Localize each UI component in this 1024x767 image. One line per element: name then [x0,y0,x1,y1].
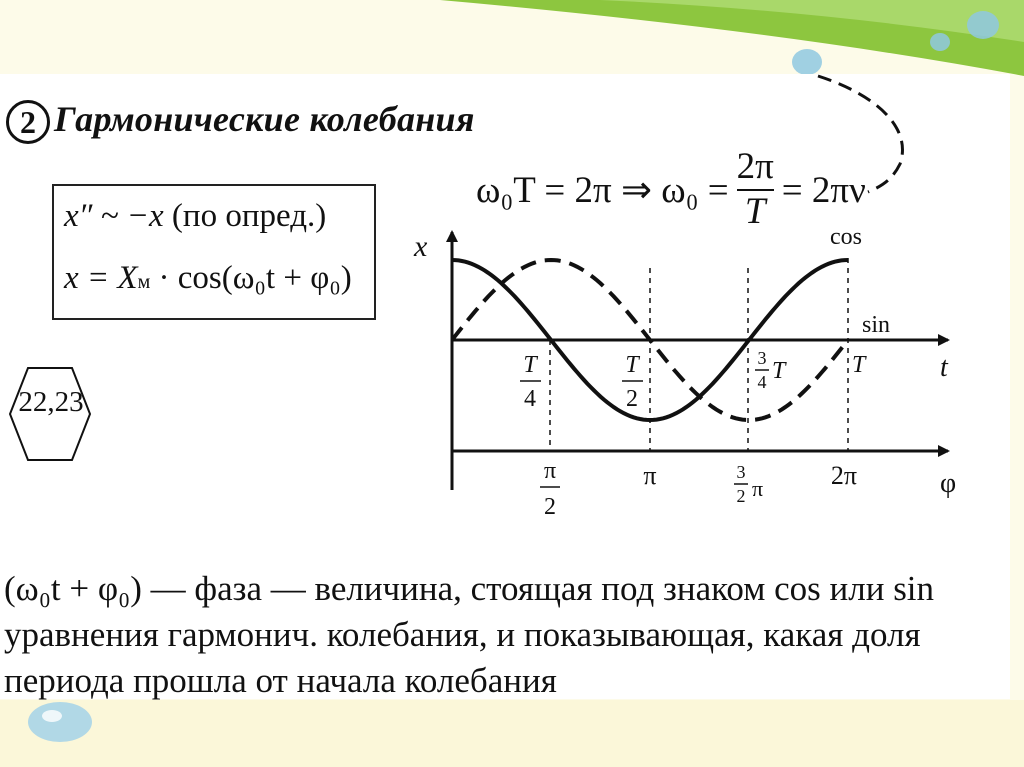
phi-tick-2: π [643,461,657,490]
t-tick-4: T [852,352,866,378]
sin-label: sin [862,312,891,338]
phi-axis-label: φ [940,468,957,499]
fraction-numerator: 2π [736,146,774,188]
x-axis-label: x [414,230,428,263]
section-title: Гармонические колебания [54,99,475,139]
phi-tick-3-suffix: π [752,476,764,501]
phi-tick-1-num: π [543,458,557,484]
phi-tick-1-den: 2 [544,494,556,520]
t-tick-3-num: 3 [757,348,767,368]
relation-right: = 2πν [781,169,866,211]
t-axis-label: t [940,352,948,383]
t-tick-3-den: 4 [757,372,767,392]
cos-label: cos [830,224,862,250]
t-tick-1-den: 4 [524,386,536,412]
phase-definition [4,566,1008,704]
relation-left: ω₀T = 2π ⇒ ω₀ = [476,170,729,211]
phi-tick-4: 2π [830,461,858,490]
phase-description: — фаза — величина, стоящая под знаком cos или sin уравнения гармонич. колебания, и показывающая, какая доля периода прошла от начала колебания [4,569,935,700]
t-tick-1-num: T [523,352,537,378]
definition-note: (по опред.) [171,198,327,234]
phi-tick-3-den: 2 [736,486,746,506]
harmonic-equation-lhs: x = X [64,260,138,296]
amplitude-subscript: м [137,271,151,293]
t-tick-3-suffix: T [772,358,786,384]
phi-tick-3-num: 3 [736,462,746,482]
phase-formula: (ω₀t + φ₀) [4,569,142,608]
problem-reference: 22,23 [18,386,84,418]
definition-equation: x″ ~ −x [64,198,164,234]
section-number-badge: 2 [6,100,50,144]
harmonic-equation-rhs: · cos(ω₀t + φ₀) [150,260,352,296]
fraction-denominator: T [744,191,766,232]
t-tick-2-num: T [625,352,639,378]
t-tick-2-den: 2 [626,386,638,412]
